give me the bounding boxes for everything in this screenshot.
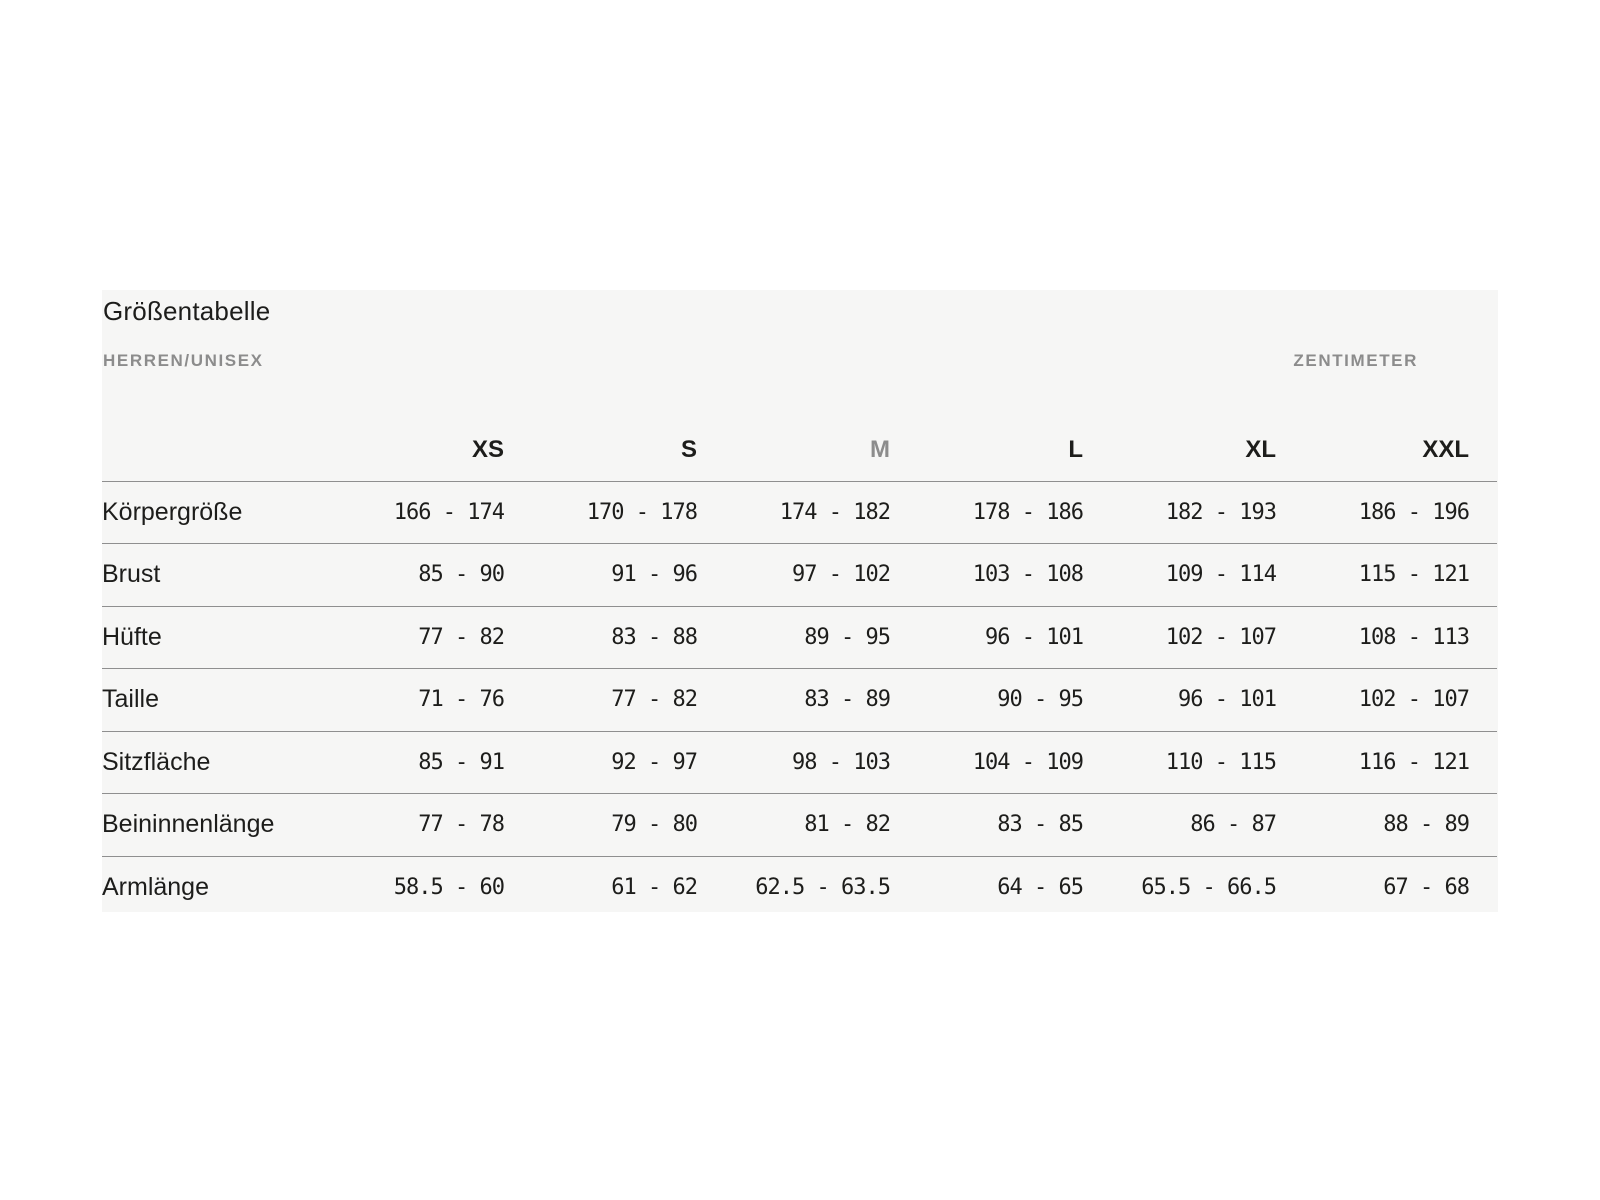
table-row [102, 669, 1497, 732]
row-label: Hüfte [102, 622, 162, 651]
size-value-cell: 96 - 101 [985, 624, 1083, 650]
size-header-row [102, 419, 1497, 481]
size-value-cell: 64 - 65 [997, 874, 1083, 900]
size-value-cell: 85 - 91 [418, 749, 504, 775]
size-value-cell: 89 - 95 [804, 624, 890, 650]
table-row [102, 481, 1497, 544]
size-value-cell: 182 - 193 [1165, 499, 1276, 525]
size-value-cell: 174 - 182 [779, 499, 890, 525]
table-row [102, 794, 1497, 857]
size-value-cell: 86 - 87 [1190, 812, 1276, 838]
table-row [102, 544, 1497, 607]
size-value-cell: 103 - 108 [972, 562, 1083, 588]
size-column-header-xs: XS [471, 435, 504, 463]
row-label: Beininnenlänge [102, 810, 275, 839]
size-value-cell: 62.5 - 63.5 [755, 874, 890, 900]
size-value-cell: 81 - 82 [804, 812, 890, 838]
size-value-cell: 110 - 115 [1165, 749, 1276, 775]
size-value-cell: 186 - 196 [1358, 499, 1469, 525]
size-value-cell: 61 - 62 [611, 874, 697, 900]
size-column-header-l: L [1068, 435, 1083, 463]
size-value-cell: 170 - 178 [586, 499, 697, 525]
row-label: Körpergröße [102, 497, 243, 526]
row-label: Taille [102, 685, 159, 714]
table-row [102, 731, 1497, 794]
size-value-cell: 166 - 174 [393, 499, 504, 525]
table-row [102, 856, 1497, 918]
subtitle-bar [103, 351, 1418, 371]
size-value-cell: 83 - 88 [611, 624, 697, 650]
size-value-cell: 88 - 89 [1383, 812, 1469, 838]
size-value-cell: 96 - 101 [1178, 687, 1276, 713]
size-value-cell: 178 - 186 [972, 499, 1083, 525]
size-value-cell: 77 - 78 [418, 812, 504, 838]
unit-label: ZENTIMETER [1293, 351, 1418, 370]
row-label: Armlänge [102, 872, 209, 901]
size-value-cell: 83 - 89 [804, 687, 890, 713]
size-value-cell: 79 - 80 [611, 812, 697, 838]
size-value-cell: 65.5 - 66.5 [1141, 874, 1276, 900]
row-label: Sitzfläche [102, 747, 211, 776]
size-table [102, 419, 1497, 918]
size-value-cell: 104 - 109 [972, 749, 1083, 775]
size-value-cell: 83 - 85 [997, 812, 1083, 838]
size-column-header-m: M [870, 435, 890, 463]
size-column-header-xl: XL [1245, 435, 1276, 463]
size-value-cell: 108 - 113 [1358, 624, 1469, 650]
size-value-cell: 85 - 90 [418, 562, 504, 588]
size-value-cell: 97 - 102 [792, 562, 890, 588]
size-value-cell: 90 - 95 [997, 687, 1083, 713]
size-value-cell: 71 - 76 [418, 687, 504, 713]
row-label: Brust [102, 560, 161, 589]
corner-cell [102, 419, 339, 481]
table-row [102, 606, 1497, 669]
page-title: Größentabelle [103, 296, 271, 326]
size-value-cell: 58.5 - 60 [393, 874, 504, 900]
size-value-cell: 115 - 121 [1358, 562, 1469, 588]
size-value-cell: 77 - 82 [611, 687, 697, 713]
size-value-cell: 102 - 107 [1165, 624, 1276, 650]
size-value-cell: 102 - 107 [1358, 687, 1469, 713]
size-value-cell: 67 - 68 [1383, 874, 1469, 900]
size-value-cell: 116 - 121 [1358, 749, 1469, 775]
size-column-header-s: S [680, 435, 697, 463]
size-value-cell: 98 - 103 [792, 749, 890, 775]
size-value-cell: 109 - 114 [1165, 562, 1276, 588]
category-label: HERREN/UNISEX [103, 351, 264, 370]
size-value-cell: 91 - 96 [611, 562, 697, 588]
size-value-cell: 77 - 82 [418, 624, 504, 650]
size-value-cell: 92 - 97 [611, 749, 697, 775]
size-column-header-xxl: XXL [1422, 435, 1469, 463]
